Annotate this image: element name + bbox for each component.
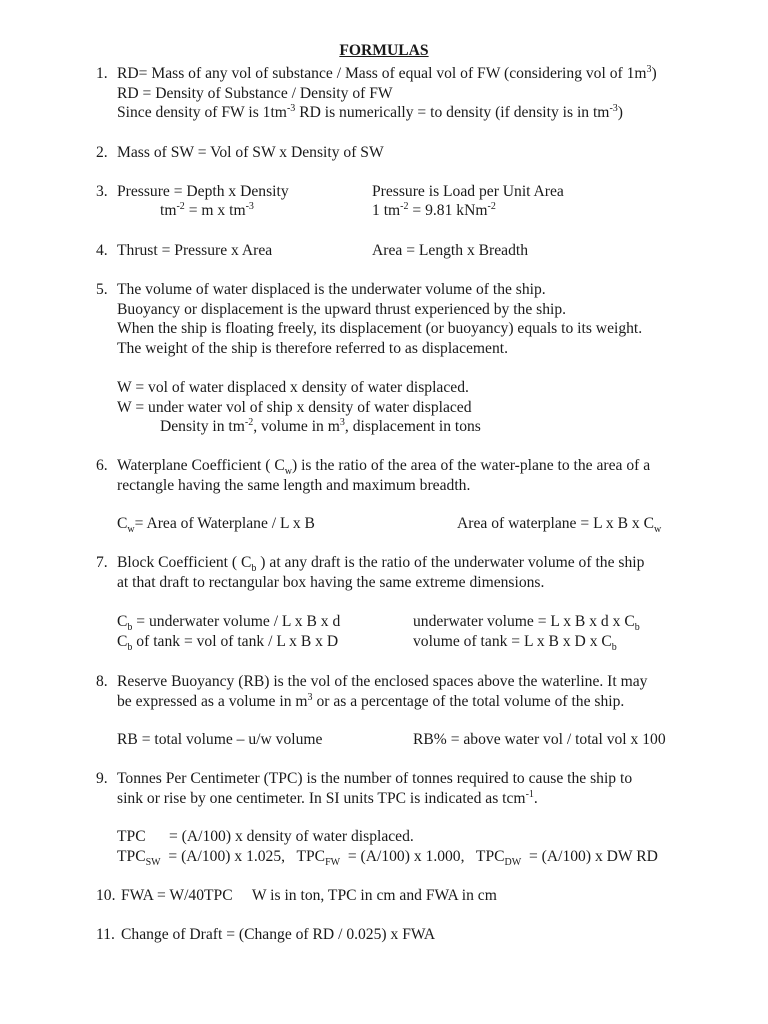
formula-left: RB = total volume – u/w volume (117, 731, 323, 748)
item-number: 9. (96, 770, 108, 787)
formula-right: Pressure is Load per Unit Area (372, 183, 564, 200)
formula-units: $tm^{-2} = m$ x $tm^{-3}$ (160, 200, 254, 219)
item-text-line: rectangle having the same length and maximum breadth. (117, 476, 471, 494)
formula-right: RB% = above water vol / total vol x 100 (413, 731, 666, 748)
formula-line: W = under water vol of ship x density of water displaced (117, 398, 472, 416)
item-text-line: Pressure = Depth x Density (117, 183, 289, 200)
item-text-line: Change of Draft = (Change of RD / 0.025) x FWA (121, 926, 436, 943)
item-text-line: Reserve Buoyancy (RB) is the vol of the enclosed spaces above the waterline. It may (117, 673, 648, 690)
item-text-line: When the ship is floating freely, its displacement (or buoyancy) equals to its weight. (117, 320, 643, 337)
item-text-line: RD = Density of Substance / Density of FW (117, 84, 393, 102)
page-title: FORMULAS (339, 42, 429, 59)
formula-right: underwater volume = L x B x d x $C_b$ (413, 613, 640, 634)
item-text-line: The volume of water displaced is the underwater volume of the ship. (117, 281, 546, 298)
item-number: 4. (96, 242, 108, 259)
formula-right: 1 $tm^{-2} = 9.81$ kNm$^{-2}$ (372, 200, 496, 219)
item-text-line: sink or rise by one centimeter. In SI units TPC is indicated as tcm$^{-1}$. (117, 788, 538, 807)
item-text-line: Since density of FW is $1tm^{-3}$ RD is numerically = to density (if density is in $tm^{-3}$) (117, 102, 623, 121)
units-note: Density in $tm^{-2}$, volume in $m^3$, displacement in tons (160, 416, 481, 435)
item-number: 1. (96, 65, 108, 82)
item-number: 2. (96, 144, 108, 161)
item-text-line: Block Coefficient ( $C_b$ ) at any draft is the ratio of the underwater volume of the ship (117, 554, 645, 575)
formula-right: Area = Length x Breadth (372, 242, 529, 259)
item-text-line: at that draft to rectangular box having the same extreme dimensions. (117, 573, 545, 591)
item-number: 11. (96, 926, 115, 943)
item-text-line: Mass of SW = Vol of SW x Density of SW (117, 144, 384, 161)
item-text-line: Thrust = Pressure x Area (117, 242, 273, 259)
item-number: 7. (96, 554, 108, 571)
formula-line: W = vol of water displaced x density of water displaced. (117, 379, 469, 396)
item-text-line: Waterplane Coefficient ( $C_w$) is the ratio of the area of the water-plane to the area of a (117, 457, 651, 478)
tpc-formula: TPC = (A/100) x density of water displaced. (117, 828, 414, 845)
item-number: 8. (96, 673, 108, 690)
formula-left: $C_b$ = underwater volume / L x B x d (117, 613, 341, 634)
item-number: 3. (96, 183, 108, 200)
formula-right: Area of waterplane = L x B x $C_w$ (457, 515, 662, 536)
item-text-line: RD= Mass of any vol of substance / Mass of equal vol of FW (considering vol of $1m^3$) (117, 63, 657, 82)
tpc-formulas: $TPC_{SW} = (A/100)$ x 1.025, $TPC_{FW} = (A/100)$ x 1.000, $TPC_{DW} = (A/100)$ x DW RD (117, 848, 658, 869)
formula-left: $C_b$ of tank = vol of tank / L x B x D (117, 632, 339, 653)
item-number: 5. (96, 281, 108, 298)
item-text-line: be expressed as a volume in $m^3$ or as a percentage of the total volume of the ship. (117, 691, 625, 710)
item-number: 10. (96, 887, 116, 904)
item-text-line: The weight of the ship is therefore referred to as displacement. (117, 339, 508, 357)
item-number: 6. (96, 457, 108, 474)
formula-right: volume of tank = L x B x D x $C_b$ (413, 632, 617, 653)
item-text-line: Tonnes Per Centimeter (TPC) is the number of tonnes required to cause the ship to (117, 770, 633, 787)
item-text-line: Buoyancy or displacement is the upward thrust experienced by the ship. (117, 300, 567, 318)
item-text-line: FWA = W/40TPC W is in ton, TPC in cm and FWA in cm (121, 887, 497, 904)
formula-left: $C_w=$ Area of Waterplane / L x B (117, 515, 315, 536)
